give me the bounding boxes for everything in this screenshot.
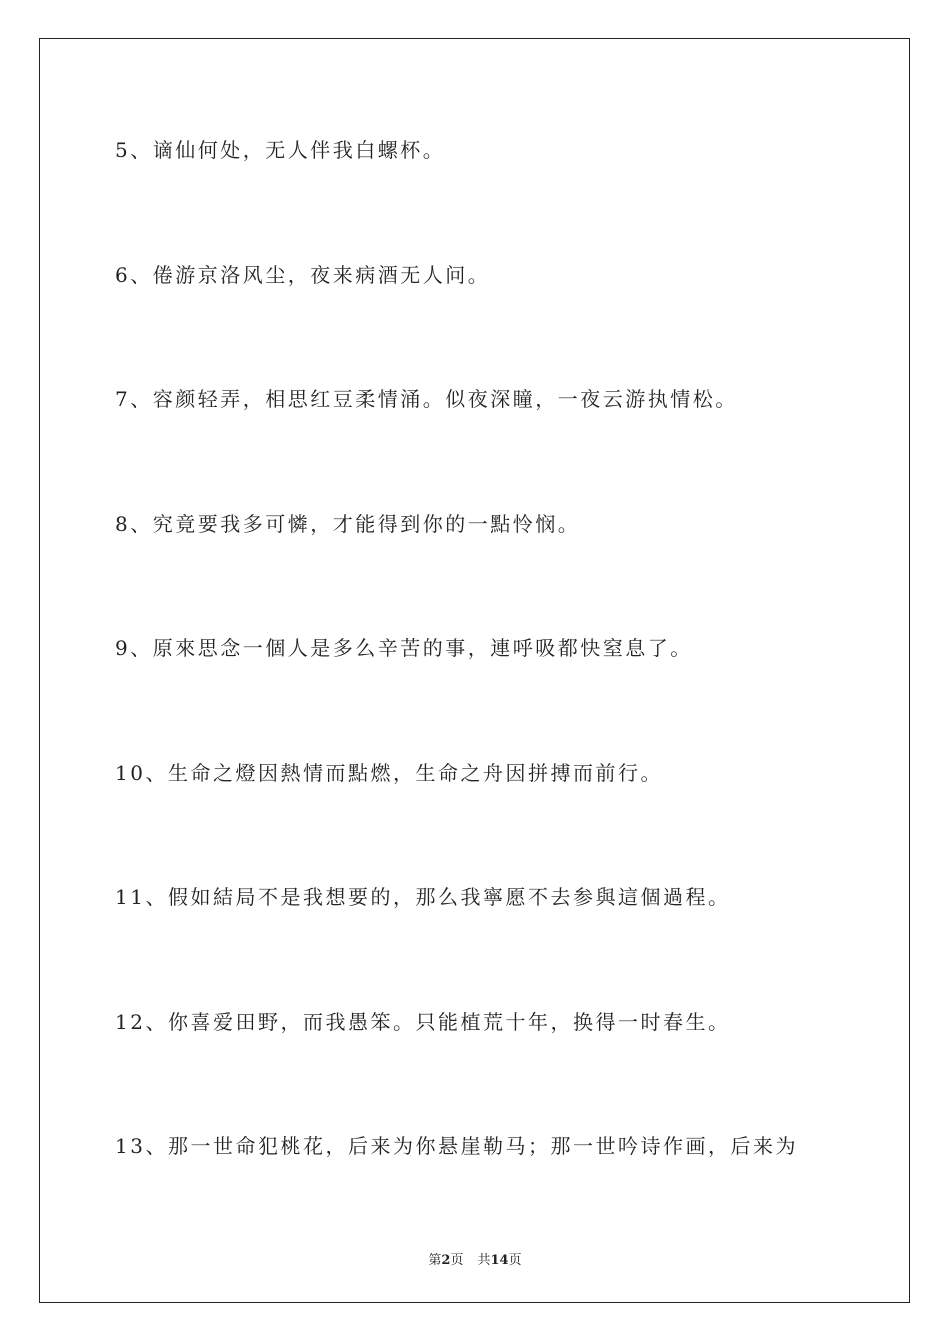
page-number: 2 — [441, 1253, 451, 1268]
text-line: 11、假如結局不是我想要的，那么我寧愿不去参與這個過程。 — [115, 885, 731, 909]
text-line: 7、容颜轻弄，相思红豆柔情涌。似夜深瞳，一夜云游执情松。 — [115, 387, 738, 411]
text-line: 9、原來思念一個人是多么辛苦的事，連呼吸都快窒息了。 — [115, 636, 693, 660]
total-pages: 14 — [490, 1253, 509, 1268]
text-line: 13、那一世命犯桃花，后来为你悬崖勒马；那一世吟诗作画，后来为 — [115, 1134, 798, 1158]
page-border — [39, 38, 910, 1303]
total-prefix: 共 — [477, 1253, 491, 1268]
text-line: 10、生命之燈因熱情而點燃，生命之舟因拼搏而前行。 — [115, 761, 663, 785]
page-footer — [0, 1249, 950, 1268]
page-prefix: 第 — [428, 1253, 442, 1268]
page-suffix: 页 — [450, 1253, 464, 1268]
text-line: 12、你喜爱田野，而我愚笨。只能植荒十年，换得一时春生。 — [115, 1010, 731, 1034]
text-line: 6、倦游京洛风尘，夜来病酒无人问。 — [115, 263, 491, 287]
text-line: 8、究竟要我多可憐，才能得到你的一點怜悯。 — [115, 512, 581, 536]
total-suffix: 页 — [508, 1253, 522, 1268]
text-line: 5、谪仙何处，无人伴我白螺杯。 — [115, 138, 446, 162]
